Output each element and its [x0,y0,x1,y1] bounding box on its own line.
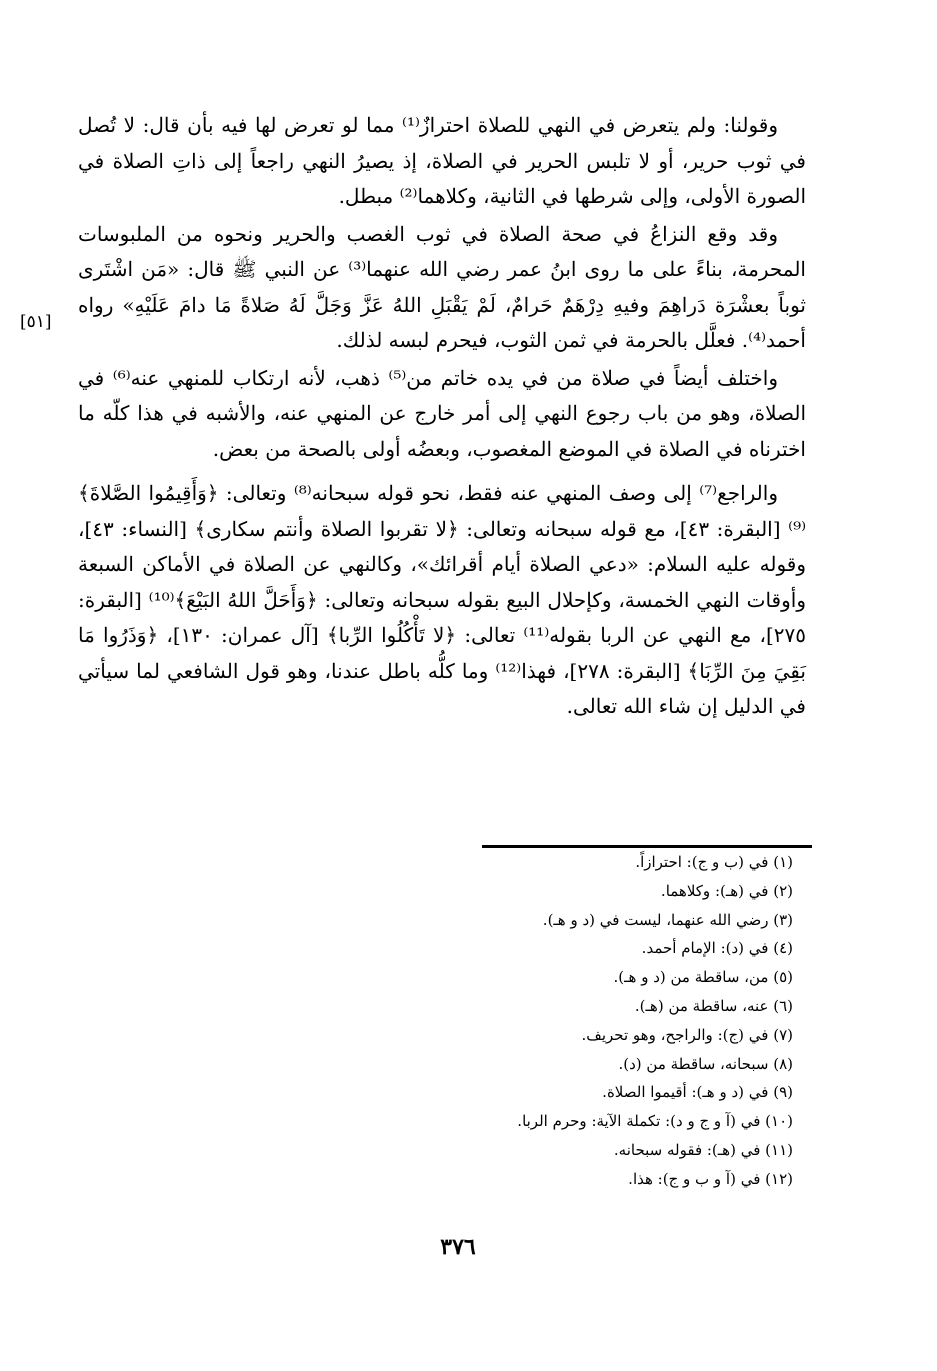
footnote-1: (١) في (ب و ج): احترازاً. [635,853,793,871]
footnote-5: (٥) من، ساقطة من (د و هـ). [613,968,793,987]
footnote-7: (٧) في (ج): والراجح، وهو تحريف. [581,1025,793,1044]
footnote-9: (٩) في (د و هـ): أقيموا الصلاة. [602,1083,793,1102]
paragraph-3: واختلف أيضاً في صلاة من في يده خاتم من⁽⁵⁾ ذهب، لأنه ارتكاب للمنهي عنه⁽⁶⁾ في الصلاة، وهو من باب رجوع النهي إلى أمر خارج عن المنهي عنه، والأشبه في هذا كلّه ما اخترناه في الصلاة في الموضع المغصوب، وبعضُه أولى بالصحة من بعض. [78,365,806,461]
footnote-6: (٦) عنه، ساقطة من (هـ). [634,996,793,1015]
footnote-12: (١٢) في (آ و ب و ج): هذا. [628,1169,793,1188]
footnote-2: (٢) في (هـ): وكلاهما. [660,881,793,900]
footnote-4: (٤) في (د): الإمام أحمد. [641,939,793,958]
paragraph-2: وقد وقع النزاعُ في صحة الصلاة في ثوب الغصب والحرير ونحوه من الملبوسات المحرمة، بناءً على ما روى ابنُ عمر رضي الله عنهما⁽³⁾ عن النبي ﷺ قال: «مَن اشْتَرى ثوباً بعشْرَة دَراهِمَ وفيهِ دِرْهَمٌ حَرامٌ، لَمْ يَقْبَلِ اللهُ عَزَّ وَجَلَّ لَهُ صَلاةً مَا دامَ عَلَيْهِ» رواه أحمد⁽⁴⁾. فعلَّل بالحرمة في ثمن الثوب، فيحرم لبسه لذلك. [78,221,806,352]
footnote-3: (٣) رضي الله عنهما، ليست في (د و هـ). [542,910,793,929]
footnote-8: (٨) سبحانه، ساقطة من (د). [618,1054,793,1073]
footnotes [360,848,793,1194]
footnote-11: (١١) في (هـ): فقوله سبحانه. [613,1140,793,1159]
margin-reference-number: [٥١] [20,312,52,332]
page-number: ٣٧٦ [440,1234,476,1260]
paragraph-4: والراجع⁽⁷⁾ إلى وصف المنهي عنه فقط، نحو قوله سبحانه⁽⁸⁾ وتعالى: ﴿وَأَقِيمُوا الصَّلاةَ﴾⁽⁹⁾ [البقرة: ٤٣]، مع قوله سبحانه وتعالى: ﴿لا تقربوا الصلاة وأنتم سكارى﴾ [النساء: ٤٣]، وقوله عليه السلام: «دعي الصلاة أيام أقرائك»، وكالنهي عن الصلاة في الأماكن السبعة وأوقات النهي الخمسة، وكإحلال البيع بقوله سبحانه وتعالى: ﴿وَأَحَلَّ اللهُ البَيْعَ﴾⁽¹⁰⁾ [البقرة: ٢٧٥]، مع النهي عن الربا بقوله⁽¹¹⁾ تعالى: ﴿لا تَأْكُلُوا الرِّبا﴾ [آل عمران: ١٣٠]، ﴿وَذَرُوا مَا بَقِيَ مِنَ الرِّبَا﴾ [البقرة: ٢٧٨]، فهذا⁽¹²⁾ وما كلُّه باطل عندنا، وهو قول الشافعي لما سيأتي في الدليل إن شاء الله تعالى. [78,481,807,718]
paragraph-1: وقولنا: ولم يتعرض في النهي للصلاة احترازٌ⁽¹⁾ مما لو تعرض لها فيه بأن قال: لا تُصل في ثوب حرير، أو لا تلبس الحرير في الصلاة، إذ يصيرُ النهي راجعاً إلى ذاتِ الصلاة في الصورة الأولى، وإلى شرطها في الثانية، وكلاهما⁽²⁾ مبطل. [78,113,806,208]
footnote-10: (١٠) في (آ و ج و د): تكملة الآية: وحرم الربا. [517,1112,793,1131]
main-text [78,108,806,725]
